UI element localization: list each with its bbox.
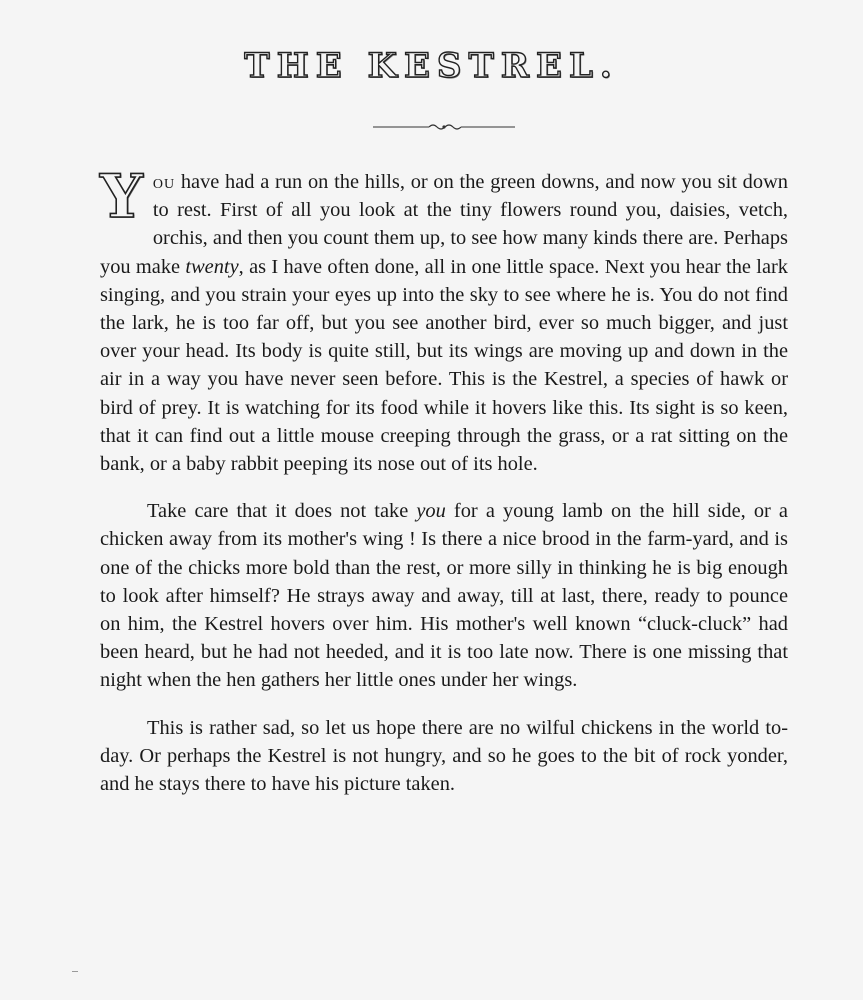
article-body [100, 162, 788, 817]
lead-in-text: ou [152, 171, 176, 193]
emphasis-twenty: twenty [185, 255, 239, 278]
page-title: THE KESTREL. [244, 46, 619, 86]
title-ornament-divider [373, 120, 515, 134]
paragraph-2-text-a: Take care that it does not take [147, 500, 417, 523]
paragraph-1 [100, 162, 788, 478]
paragraph-1-text-a: have had a run on the hills, or on the green downs, and now you sit down to rest. First of all you look at the tiny flowers round you, daisies, vetch, orchis, and then you count them up, to see how many kinds there are. Perhaps you make [100, 171, 788, 278]
paragraph-2-text-b: for a young lamb on the hill side, or a chicken away from its mother's wing ! Is there a nice brood in the farm-yard, and is one of the chicks more bold than the rest, or more silly in thinking he is big enough to look after himself? He strays away and away, till at last, there, ready to pounce on him, the Kestrel hovers over him. His mother's well known “cluck-cluck” had been heard, but he had not heeded, and it is too late now. There is one missing that night when the hen gathers her little ones under her wings. [100, 500, 788, 692]
paragraph-3 [100, 714, 788, 799]
emphasis-you: you [416, 500, 446, 523]
paragraph-1-text-b: , as I have often done, all in one little space. Next you hear the lark singing, and you strain your eyes up into the sky to see where he is. You do not find the lark, he is too far off, but you see another bird, ever so much bigger, and just over your head. Its body is quite still, but its wings are moving up and down in the air in a way you have never seen before. This is the Kestrel, a species of hawk or bird of prey. It is watching for its food while it hovers like this. Its sight is so keen, that it can find out a little mouse creeping through the grass, or a rat sitting on the bank, or a baby rabbit peeping its nose out of its hole. [100, 255, 788, 476]
paragraph-2 [100, 497, 788, 694]
drop-cap-letter: Y [100, 162, 143, 232]
scan-mark [72, 971, 78, 972]
paragraph-3-text: This is rather sad, so let us hope there are no wilful chickens in the world to-day. Or perhaps the Kestrel is not hungry, and so he goes to the bit of rock yonder, and he stays there to have his picture taken. [100, 716, 788, 796]
